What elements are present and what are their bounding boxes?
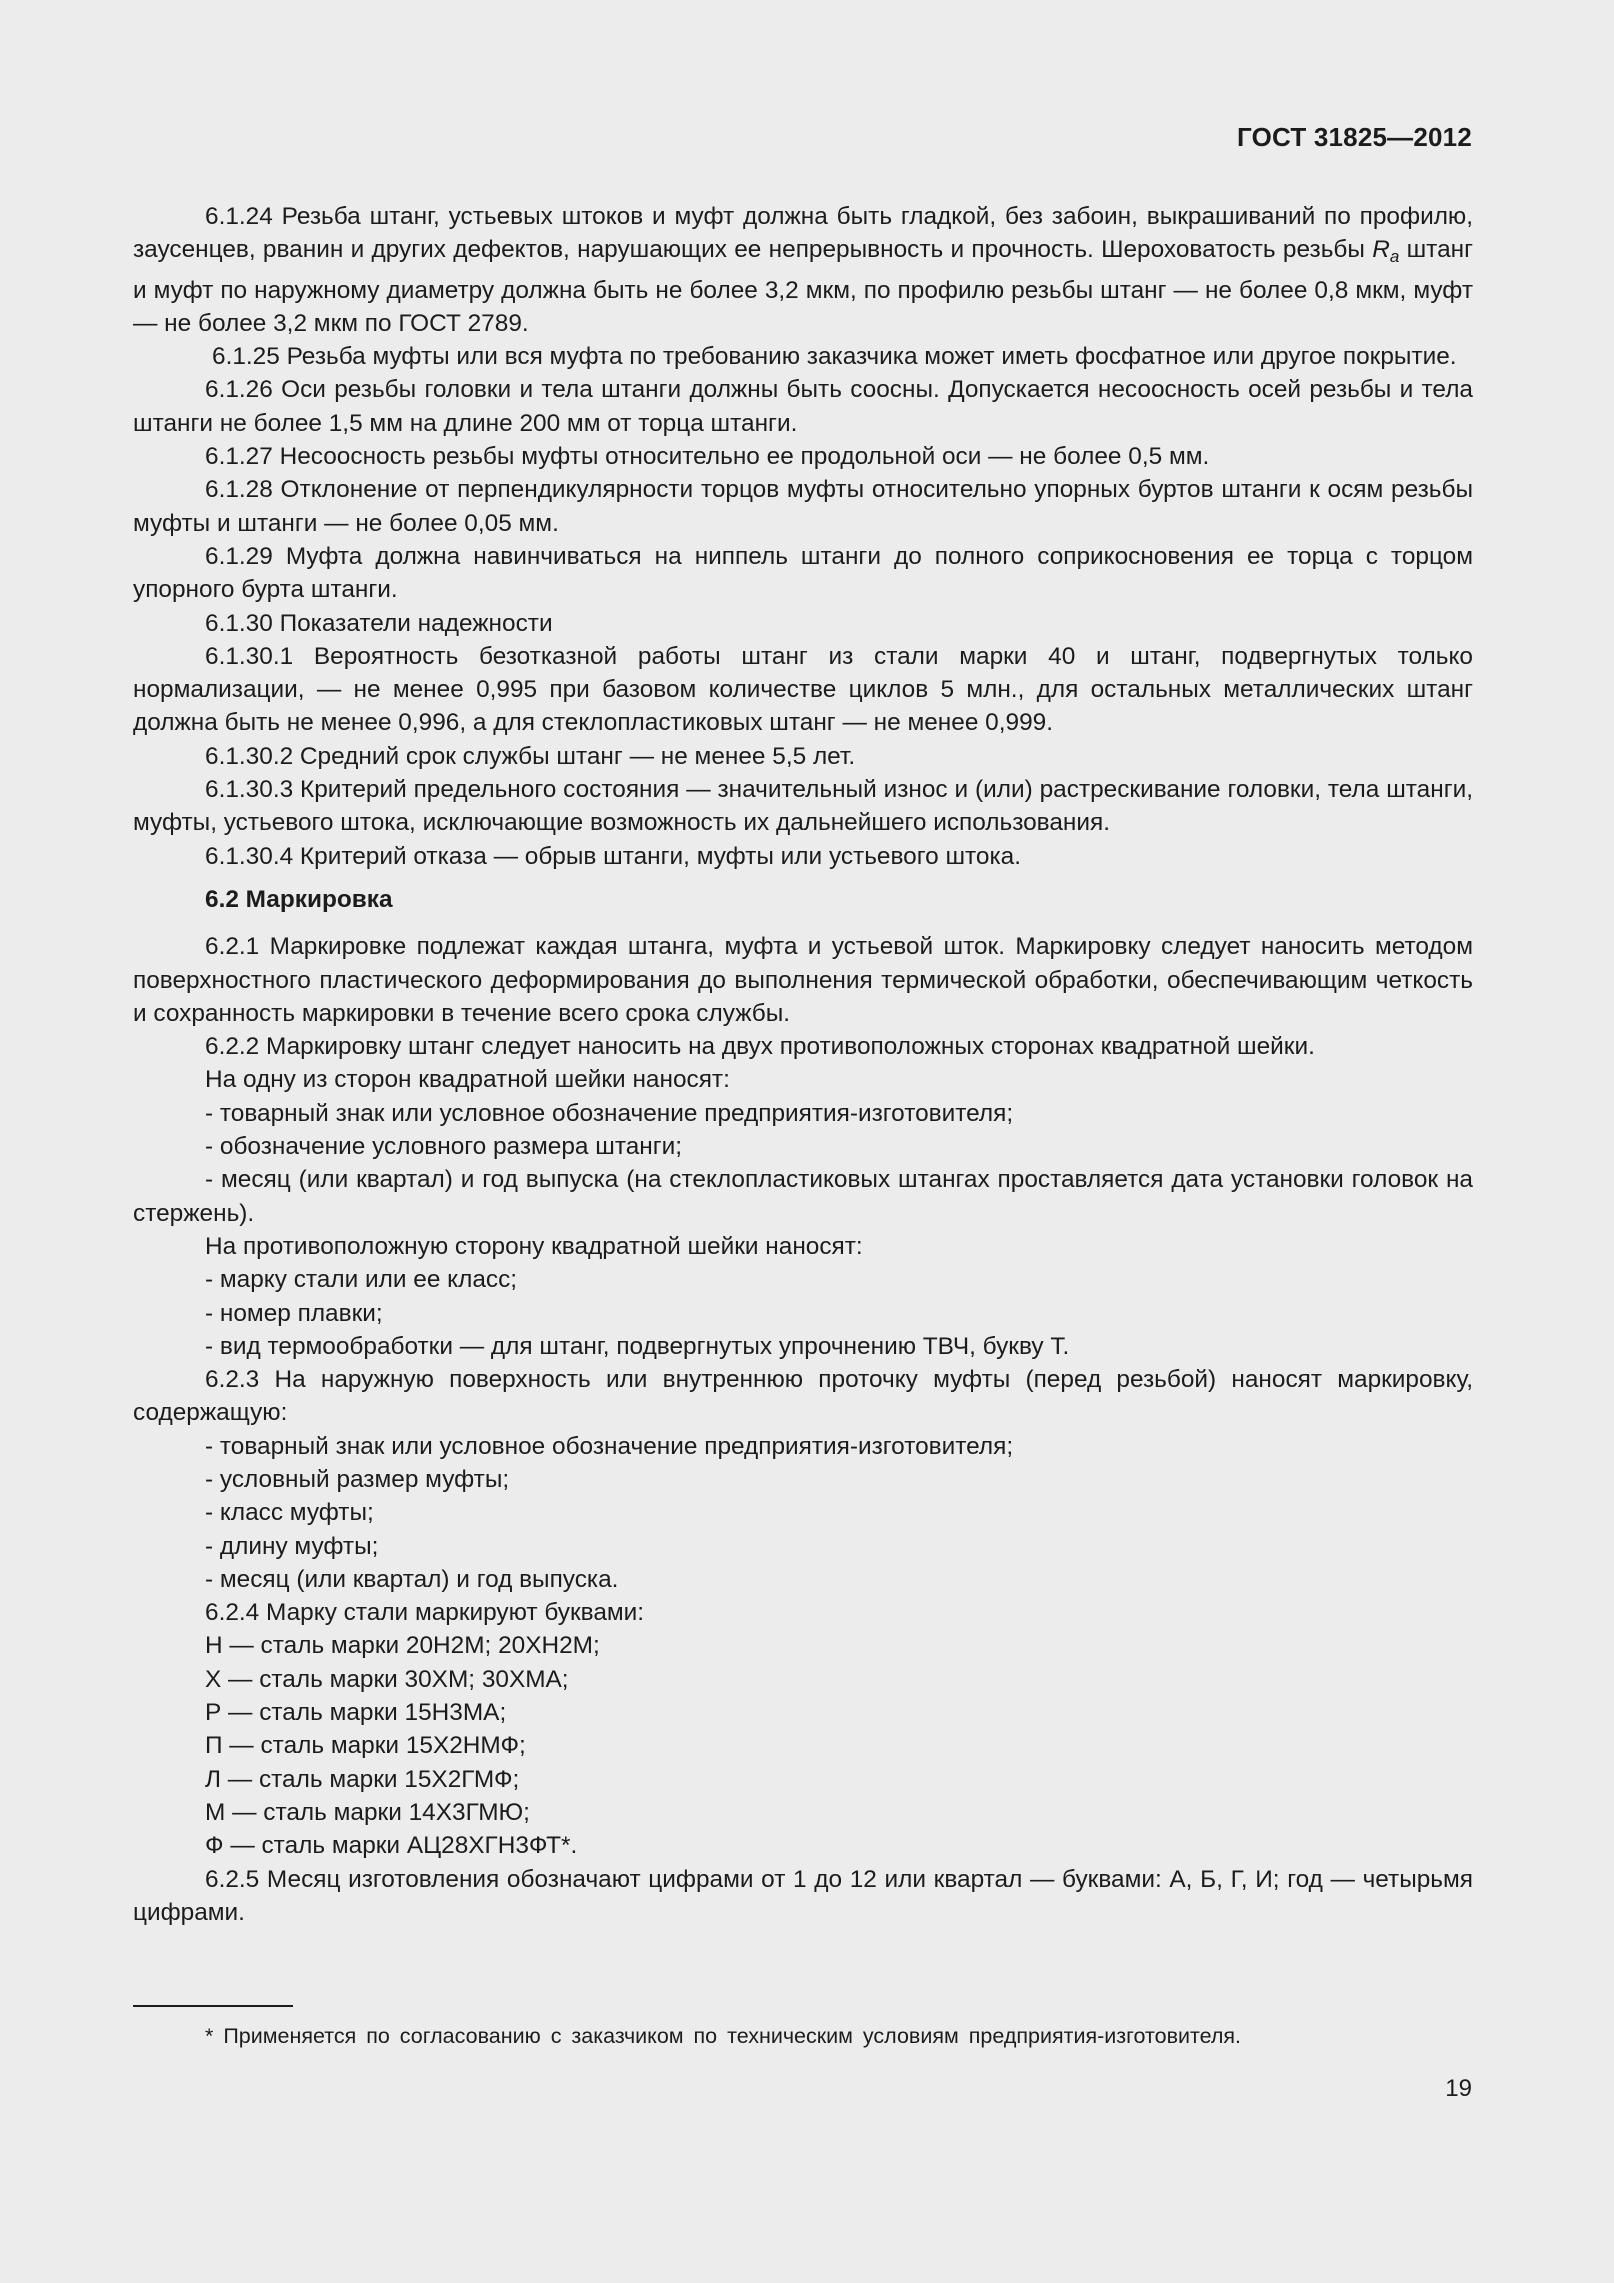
- footnote-divider: [133, 2005, 293, 2007]
- paragraph-6-2-2: 6.2.2 Маркировку штанг следует наносить на двух противоположных сторонах квадратной шейки.: [205, 1033, 1315, 1061]
- document-header: ГОСТ 31825—2012: [1237, 122, 1472, 152]
- list-item: - номер плавки;: [205, 1299, 383, 1327]
- list-item: - вид термообработки — для штанг, подвергнутых упрочнению ТВЧ, букву Т.: [205, 1332, 1070, 1360]
- section-heading-6-2: 6.2 Маркировка: [205, 885, 393, 913]
- steel-grade-item: Х — сталь марки 30ХМ; 30ХМА;: [205, 1665, 569, 1693]
- steel-grade-item: П — сталь марки 15Х2НМФ;: [205, 1732, 526, 1760]
- steel-grade-item: Н — сталь марки 20Н2М; 20ХН2М;: [205, 1632, 600, 1660]
- list-item: - класс муфты;: [205, 1499, 374, 1527]
- steel-grade-item: М — сталь марки 14Х3ГМЮ;: [205, 1798, 530, 1826]
- paragraph-6-1-27: 6.1.27 Несоосность резьбы муфты относительно ее продольной оси — не более 0,5 мм.: [205, 443, 1210, 471]
- paragraph-text: штанг и муфт по наружному диаметру должна быть не более 3,2 мкм, по профилю резьбы штанг — не более 0,8 мкм, муфт — не более 3,2 мкм по ГОСТ 2789.: [133, 236, 1474, 337]
- paragraph-text: 6.1.24 Резьба штанг, устьевых штоков и муфт должна быть гладкой, без забоин, выкрашиваний по профилю, заусенцев, рванин и других дефектов, нарушающих ее непрерывность и прочность. Шероховатость резьбы: [133, 203, 1473, 264]
- page-number: 19: [1445, 2075, 1472, 2102]
- paragraph-6-1-28: 6.1.28 Отклонение от перпендикулярности торцов муфты относительно упорных буртов штанги к осям резьбы муфты и штанги — не более 0,05 мм.: [133, 476, 1473, 537]
- paragraph-6-2-5: 6.2.5 Месяц изготовления обозначают цифрами от 1 до 12 или квартал — буквами: А, Б, Г, И; год — четырьмя цифрами.: [133, 1865, 1473, 1926]
- roughness-subscript: a: [1389, 247, 1400, 267]
- list-item: - обозначение условного размера штанги;: [205, 1133, 683, 1161]
- paragraph-6-2-1: 6.2.1 Маркировке подлежат каждая штанга, муфта и устьевой шток. Маркировку следует наносить методом поверхностного пластического деформирования до выполнения термической обработки, обеспечивающим четкость и сохранность маркировки в течение всего срока службы.: [133, 933, 1473, 1027]
- paragraph-6-2-2-side-one: На одну из сторон квадратной шейки наносят:: [205, 1066, 730, 1094]
- footnote: * Применяется по согласованию с заказчиком по техническим условиям предприятия-изготовителя.: [205, 2024, 1242, 2048]
- paragraph-6-1-30-3: 6.1.30.3 Критерий предельного состояния — значительный износ и (или) растрескивание головки, тела штанги, муфты, устьевого штока, исключающие возможность их дальнейшего использования.: [133, 776, 1473, 837]
- list-item: - марку стали или ее класс;: [205, 1266, 518, 1294]
- list-item: - условный размер муфты;: [205, 1465, 510, 1493]
- paragraph-6-2-3: 6.2.3 На наружную поверхность или внутреннюю проточку муфты (перед резьбой) наносят маркировку, содержащую:: [133, 1366, 1473, 1427]
- paragraph-6-1-30-2: 6.1.30.2 Средний срок службы штанг — не менее 5,5 лет.: [205, 742, 856, 770]
- steel-grade-item: Р — сталь марки 15Н3МА;: [205, 1699, 507, 1727]
- steel-grade-item: Ф — сталь марки АЦ28ХГН3ФТ*.: [205, 1832, 578, 1860]
- roughness-symbol: R: [1372, 236, 1390, 264]
- paragraph-6-2-2-side-opposite: На противоположную сторону квадратной шейки наносят:: [205, 1232, 863, 1260]
- page-body: [133, 200, 1473, 1929]
- paragraph-6-1-24: [133, 200, 1473, 340]
- list-item: - длину муфты;: [205, 1532, 379, 1560]
- list-item: - месяц (или квартал) и год выпуска.: [205, 1565, 619, 1593]
- paragraph-6-1-30: 6.1.30 Показатели надежности: [205, 609, 553, 637]
- paragraph-6-1-30-4: 6.1.30.4 Критерий отказа — обрыв штанги, муфты или устьевого штока.: [205, 842, 1022, 870]
- paragraph-6-1-25: 6.1.25 Резьба муфты или вся муфта по требованию заказчика может иметь фосфатное или другое покрытие.: [212, 343, 1457, 371]
- paragraph-6-1-26: 6.1.26 Оси резьбы головки и тела штанги должны быть соосны. Допускается несоосность осей резьбы и тела штанги не более 1,5 мм на длине 200 мм от торца штанги.: [133, 376, 1473, 437]
- list-item: - товарный знак или условное обозначение предприятия-изготовителя;: [205, 1099, 1014, 1127]
- steel-grade-item: Л — сталь марки 15Х2ГМФ;: [205, 1765, 520, 1793]
- list-item: - месяц (или квартал) и год выпуска (на стеклопластиковых штангах проставляется дата установки головок на стержень).: [133, 1166, 1473, 1227]
- paragraph-6-2-4: 6.2.4 Марку стали маркируют буквами:: [205, 1599, 645, 1627]
- list-item: - товарный знак или условное обозначение предприятия-изготовителя;: [205, 1432, 1014, 1460]
- paragraph-6-1-29: 6.1.29 Муфта должна навинчиваться на ниппель штанги до полного соприкосновения ее торца с торцом упорного бурта штанги.: [133, 542, 1473, 604]
- paragraph-6-1-30-1: 6.1.30.1 Вероятность безотказной работы штанг из стали марки 40 и штанг, подвергнутых только нормализации, — не менее 0,995 при базовом количестве циклов 5 млн., для остальных металлических штанг должна быть не менее 0,996, а для стеклопластиковых штанг — не менее 0,999.: [133, 642, 1473, 737]
